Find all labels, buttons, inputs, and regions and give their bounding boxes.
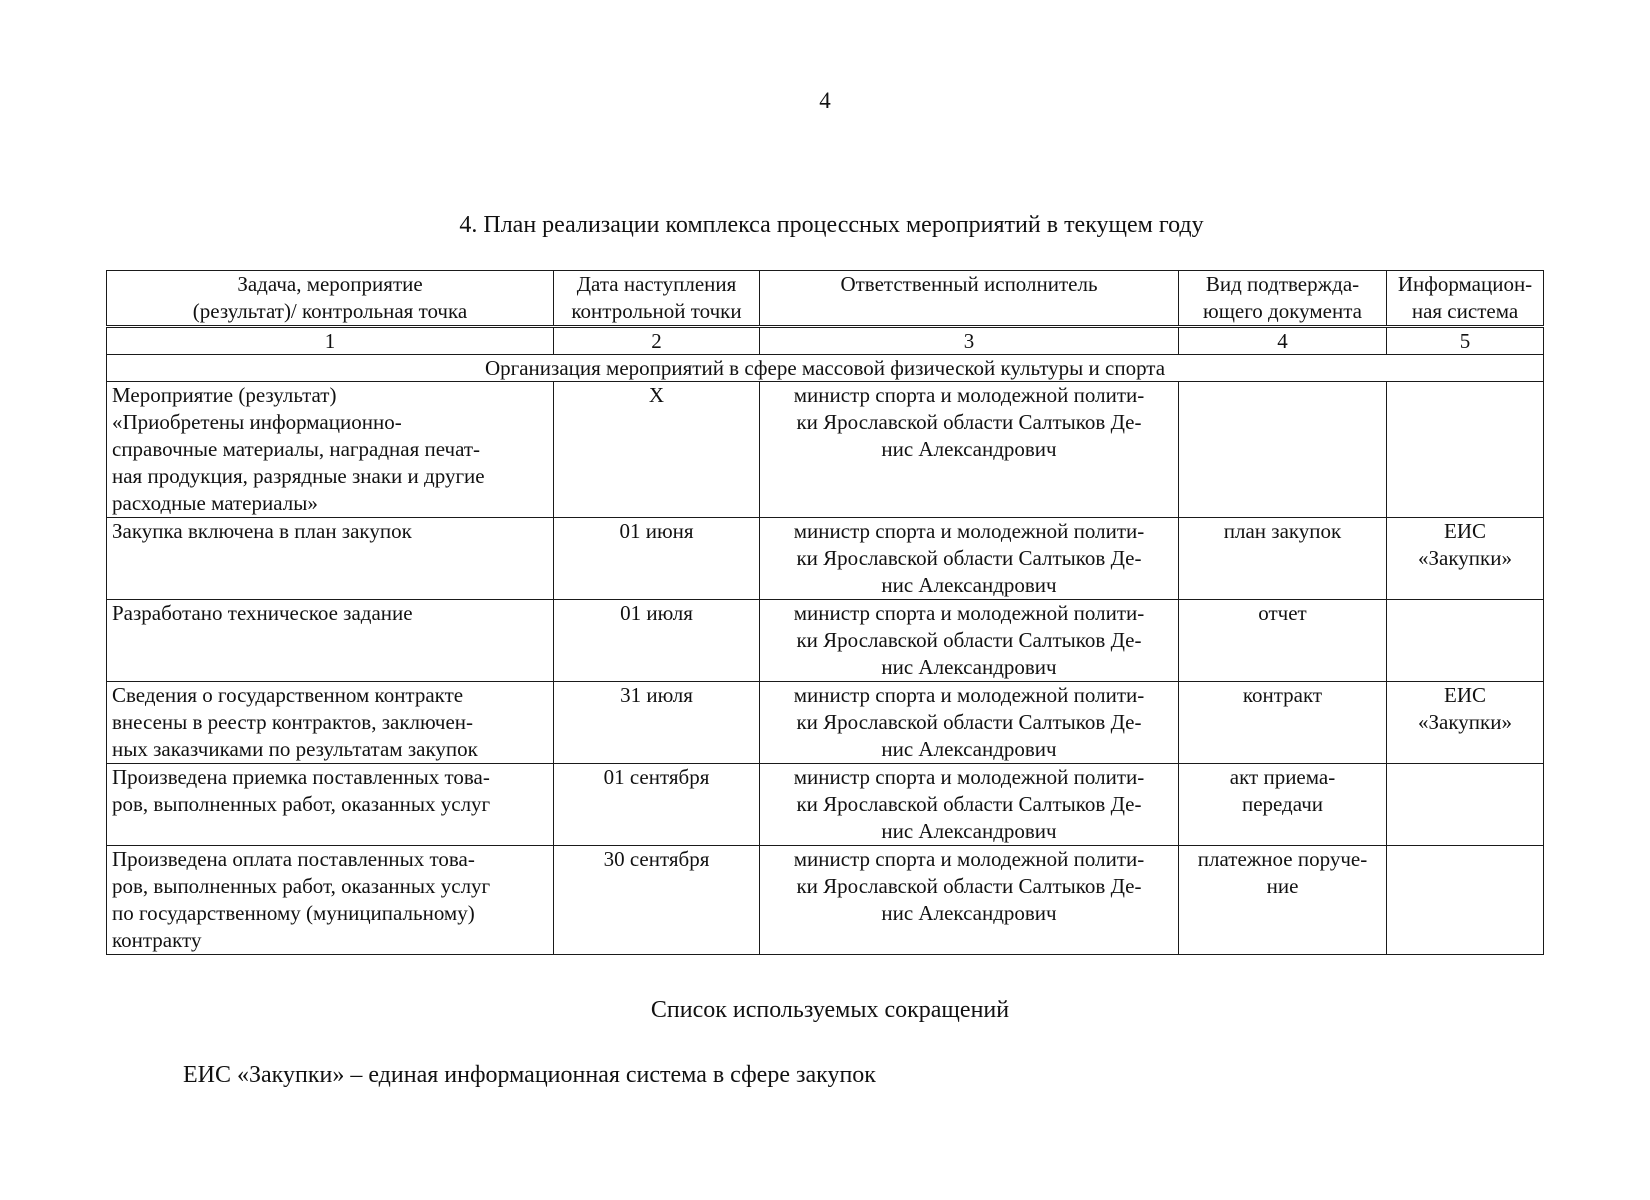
text-line: нис Александрович: [881, 901, 1057, 925]
document-cell: [1179, 846, 1387, 955]
text-line: ЕИС: [1444, 519, 1486, 543]
date-cell: [554, 764, 760, 846]
text-line: ки Ярославской области Салтыков Де-: [796, 410, 1142, 434]
text-line: министр спорта и молодежной полити-: [793, 383, 1145, 407]
text-line: передачи: [1241, 792, 1324, 816]
system-cell: [1387, 518, 1544, 600]
table-row: [107, 382, 1544, 518]
text-line: Вид подтвержда-: [1205, 272, 1360, 296]
table-row: [107, 600, 1544, 682]
task-cell: [107, 846, 554, 955]
text-line: Закупка включена в план закупок: [112, 519, 412, 543]
document-cell: [1179, 682, 1387, 764]
text-line: ров, выполненных работ, оказанных услуг: [112, 874, 491, 898]
document-cell: [1179, 764, 1387, 846]
text-line: министр спорта и молодежной полити-: [793, 601, 1145, 625]
plan-table: [106, 270, 1544, 955]
text-line: 31 июля: [620, 683, 693, 707]
page-number: 4: [819, 88, 831, 113]
executor-cell: [760, 846, 1179, 955]
text-line: Мероприятие (результат): [112, 383, 337, 407]
document-cell: [1179, 518, 1387, 600]
system-cell: [1387, 382, 1544, 518]
text-line: Разработано техническое задание: [112, 601, 413, 625]
text-line: внесены в реестр контрактов, заключен-: [112, 710, 473, 734]
text-line: министр спорта и молодежной полити-: [793, 519, 1145, 543]
text-line: контракту: [112, 928, 202, 952]
text-line: акт приема-: [1229, 765, 1336, 789]
text-line: нис Александрович: [881, 573, 1057, 597]
task-cell: [107, 600, 554, 682]
text-line: 01 июня: [619, 519, 694, 543]
text-line: Дата наступления: [576, 272, 737, 296]
task-cell: [107, 518, 554, 600]
text-line: ров, выполненных работ, оказанных услуг: [112, 792, 491, 816]
text-line: по государственному (муниципальному): [112, 901, 475, 925]
text-line: Задача, мероприятие: [237, 272, 423, 296]
text-line: (результат)/ контрольная точка: [192, 299, 468, 323]
text-line: X: [648, 383, 665, 407]
executor-cell: [760, 764, 1179, 846]
executor-cell: [760, 518, 1179, 600]
text-line: Сведения о государственном контракте: [112, 683, 464, 707]
table-row: [107, 518, 1544, 600]
text-line: ная продукция, разрядные знаки и другие: [112, 464, 485, 488]
header-task: [107, 271, 554, 327]
header-row: [107, 271, 1544, 327]
text-line: ки Ярославской области Салтыков Де-: [796, 546, 1142, 570]
text-line: контрольной точки: [571, 299, 742, 323]
text-line: ных заказчиками по результатам закупок: [112, 737, 478, 761]
text-line: ки Ярославской области Салтыков Де-: [796, 792, 1142, 816]
text-line: 30 сентября: [603, 847, 710, 871]
text-line: министр спорта и молодежной полити-: [793, 847, 1145, 871]
abbreviation-item: ЕИС «Закупки» – единая информационная система в сфере закупок: [183, 1062, 876, 1088]
text-line: «Закупки»: [1418, 710, 1512, 734]
table-row: [107, 764, 1544, 846]
system-cell: [1387, 764, 1544, 846]
system-cell: [1387, 682, 1544, 764]
text-line: ющего документа: [1203, 299, 1362, 323]
text-line: Произведена приемка поставленных това-: [112, 765, 490, 789]
date-cell: [554, 382, 760, 518]
text-line: министр спорта и молодежной полити-: [793, 765, 1145, 789]
task-cell: [107, 682, 554, 764]
table-row: [107, 846, 1544, 955]
column-number-row: [107, 327, 1544, 355]
document-cell: [1179, 382, 1387, 518]
header-document: [1179, 271, 1387, 327]
date-cell: [554, 600, 760, 682]
abbreviations-title: Список используемых сокращений: [650, 997, 1010, 1023]
executor-cell: [760, 682, 1179, 764]
group-title: Организация мероприятий в сфере массовой физической культуры и спорта: [107, 355, 1544, 382]
text-line: «Закупки»: [1418, 546, 1512, 570]
text-line: нис Александрович: [881, 437, 1057, 461]
text-line: Ответственный исполнитель: [840, 272, 1098, 296]
text-line: отчет: [1258, 601, 1307, 625]
text-line: «Приобретены информационно-: [112, 410, 402, 434]
system-cell: [1387, 600, 1544, 682]
text-line: ки Ярославской области Салтыков Де-: [796, 628, 1142, 652]
executor-cell: [760, 600, 1179, 682]
text-line: министр спорта и молодежной полити-: [793, 683, 1145, 707]
text-line: ки Ярославской области Салтыков Де-: [796, 710, 1142, 734]
text-line: нис Александрович: [881, 819, 1057, 843]
table-row: [107, 682, 1544, 764]
section-title: 4. План реализации комплекса процессных мероприятий в текущем году: [459, 212, 1204, 238]
task-cell: [107, 764, 554, 846]
column-number: 3: [760, 327, 1179, 355]
text-line: ки Ярославской области Салтыков Де-: [796, 874, 1142, 898]
date-cell: [554, 518, 760, 600]
text-line: справочные материалы, наградная печат-: [112, 437, 481, 461]
header-system: [1387, 271, 1544, 327]
task-cell: [107, 382, 554, 518]
date-cell: [554, 682, 760, 764]
header-date: [554, 271, 760, 327]
text-line: 01 сентября: [603, 765, 710, 789]
group-row: [107, 355, 1544, 382]
text-line: план закупок: [1223, 519, 1342, 543]
text-line: нис Александрович: [881, 655, 1057, 679]
text-line: контракт: [1242, 683, 1323, 707]
text-line: расходные материалы»: [112, 491, 318, 515]
executor-cell: [760, 382, 1179, 518]
header-executor: [760, 271, 1179, 327]
column-number: 1: [107, 327, 554, 355]
text-line: Информацион-: [1397, 272, 1533, 296]
system-cell: [1387, 846, 1544, 955]
text-line: ная система: [1411, 299, 1519, 323]
column-number: 5: [1387, 327, 1544, 355]
document-cell: [1179, 600, 1387, 682]
text-line: нис Александрович: [881, 737, 1057, 761]
text-line: платежное поруче-: [1197, 847, 1368, 871]
text-line: 01 июля: [620, 601, 693, 625]
date-cell: [554, 846, 760, 955]
text-line: ние: [1266, 874, 1299, 898]
text-line: Произведена оплата поставленных това-: [112, 847, 475, 871]
column-number: 4: [1179, 327, 1387, 355]
column-number: 2: [554, 327, 760, 355]
text-line: ЕИС: [1444, 683, 1486, 707]
